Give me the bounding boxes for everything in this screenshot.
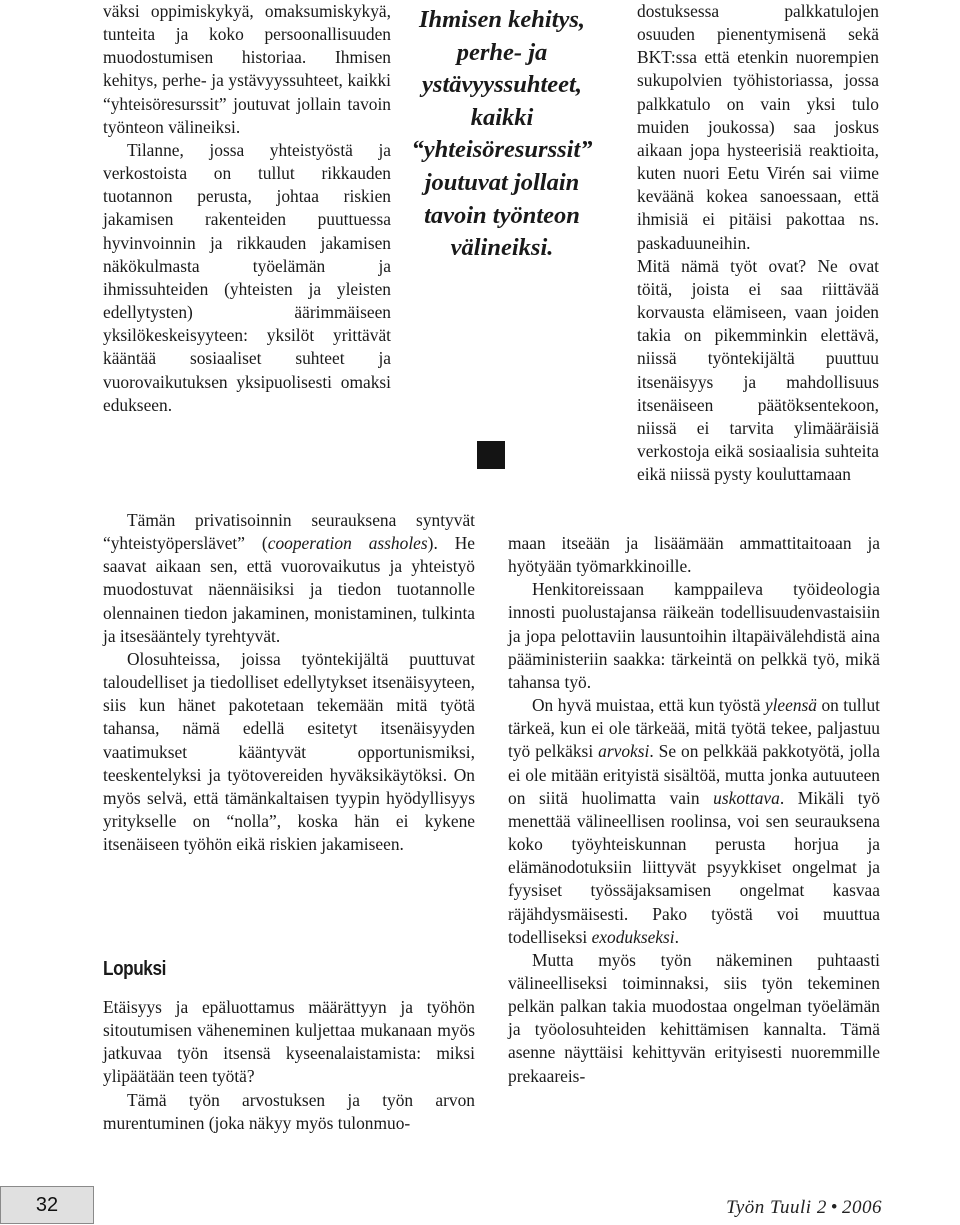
- paragraph-text: on tullut tärkeä, kun ei ole tärkeää, mitä työtä tekee, paljastuu työ pelkäksi: [508, 695, 880, 762]
- running-title: [726, 1197, 882, 1219]
- closing-section: [103, 996, 475, 1135]
- paragraph: Henkitoreissaan kamppaileva työideologia innosti puolustajansa räikeän todellisuudenvastaisiin ja jopa pelottaviin lausuntoihin iltapäivälehdistä aina pääministeriin saakka: tärkeintä on pelkkä työ, mikä tahansa työ.: [508, 579, 880, 692]
- paragraph: Etäisyys ja epäluottamus määrättyyn ja työhön sitoutumisen väheneminen kuljettaa mukanaan myös jatkuvaa työn itsensä kyseenalaistamista: miksi ylipäätään teen työtä?: [103, 997, 475, 1087]
- separator-dot: •: [830, 1197, 838, 1218]
- paragraph: dostuksessa palkkatulojen osuuden pienentymisenä sekä BKT:ssa että etenkin nuorempien sukupolvien työhistoriassa, jossa palkkatulo on vain yksi tulo muiden joukossa) saa joskus aikaan jopa hysteerisiä reaktioita, kuten nuori Eetu Virén sai viime keväänä kokea sanoessaan, että ihmisiä ei pitäisi pakottaa ns. paskaduuneihin.: [637, 1, 879, 253]
- paragraph: Tilanne, jossa yhteistyöstä ja verkostoista on tullut rikkauden tuotannon perusta, johtaa riskien jakamisen rakenteiden puuttuessa hyvinvoinnin ja rikkauden jakamisen näkökulmasta työelämän ja ihmissuhteiden (yhteisten ja yleisten edellytysten) äärimmäiseen yksilökeskeisyyteen: yksilöt yrittävät kääntää sosiaaliset suhteet ja vuorovaikutuksen yksipuolisesti omaksi edukseen.: [103, 139, 391, 415]
- paragraph: Olosuhteissa, joissa työntekijältä puuttuvat taloudelliset ja tiedolliset edellytykset itsenäisyyteen, siis kun hänet pakotetaan tekemään mitä työtä tahansa, nämä edellä esitetyt itsenäisyyden vaatimukset kääntyvät opportunismiksi, teeskentelyksi ja työtovereiden hyväksikäytöksi. On myös selvä, että tämänkaltaisen tyypin hyödyllisyys yritykselle on “nolla”, koska hän ei kykene itsenäiseen työhön eikä riskien jakamiseen.: [103, 648, 475, 855]
- paragraph: väksi oppimiskykyä, omaksumiskykyä, tunteita ja koko persoonallisuuden muodostumisen historiaa. Ihmisen kehitys, perhe- ja ystävyyssuhteet, kaikki “yhteisöresurssit” joutuvat jollain tavoin työnteon välineiksi.: [103, 1, 391, 137]
- section-heading: Lopuksi: [103, 958, 166, 980]
- page-number: 32: [0, 1186, 94, 1224]
- paragraph: maan itseään ja lisäämään ammattitaitoaan ja hyötyään työmarkkinoille.: [508, 533, 880, 577]
- pull-quote: Ihmisen kehitys, perhe- ja ystävyyssuhteet, kaikki “yhteisöresurssit” joutuvat jollain tavoin työnteon välineiksi.: [411, 6, 593, 262]
- paragraph-text: On hyvä muistaa, että kun työstä: [532, 695, 765, 716]
- paragraph-text: . Mikäli työ menettää välineellisen roolinsa, voi sen seurauksena koko työyhteiskunnan perusta horjua ja elämänodotuksiin liittyvät psyykkiset ongelmat ja fyysiset työssäjaksamisen ongelmat kasvaa räjähdysmäisesti. Pako työstä voi muuttua todelliseksi: [508, 787, 880, 947]
- article-column-left-top: [103, 0, 391, 417]
- paragraph-text: ). He saavat aikaan sen, että vuorovaikutus ja yhteistyö muodostuvat näennäisiksi ja tiedon tuotannolle olennainen tiedon jakaminen, monistaminen, tulkinta ja itsesääntely tyrehtyvät.: [103, 533, 476, 646]
- paragraph: Mitä nämä työt ovat? Ne ovat töitä, joista ei saa riittävää korvausta elämiseen, vaan joiden takia on pikemminkin elettävä, niissä työntekijältä puuttuu itsenäisyys ja mahdollisuus itsenäiseen päätöksentekoon, niissä ei tarvita ylimääräisiä verkostoja eikä sosiaalisia suhteita eikä niissä pysty kouluttamaan: [637, 255, 879, 485]
- emphasis-text: exodukseksi: [591, 926, 675, 947]
- issue-year: 2006: [842, 1197, 882, 1218]
- issue-number: 2: [816, 1197, 827, 1218]
- article-column-left-bottom: [103, 509, 475, 856]
- emphasis-text: arvoksi: [598, 741, 650, 762]
- paragraph-text: .: [674, 926, 679, 947]
- emphasis-text: cooperation assholes: [267, 533, 428, 554]
- paragraph: Mutta myös työn näkeminen puhtaasti välineelliseksi toiminnaksi, siis työn tekeminen pelkän palkan takia muodostaa ongelman työelämän ja työolosuhteiden kehittämisen kannalta. Tämä asenne näyttäisi kehittyvän erityisesti nuoremmille prekaareis-: [508, 949, 880, 1086]
- emphasis-text: yleensä: [764, 695, 818, 716]
- paragraph: [103, 509, 475, 648]
- article-column-right-top: [637, 0, 879, 486]
- paragraph-text: Tämän privatisoinnin seurauksena syntyvät “yhteistyöperslävet” (: [103, 510, 475, 554]
- paragraph: [508, 694, 880, 949]
- paragraph-text: . Se on pelkkää pakkotyötä, jolla ei ole mitään erityistä sisältöä, mutta jonka autuuteen on siitä huolimatta vain: [508, 741, 880, 808]
- emphasis-text: uskottava: [713, 787, 780, 808]
- magazine-name: Työn Tuuli: [726, 1197, 812, 1218]
- square-ornament: [477, 441, 505, 469]
- paragraph: Tämä työn arvostuksen ja työn arvon murentuminen (joka näkyy myös tulonmuo-: [103, 1089, 475, 1133]
- article-column-right-bottom: [508, 532, 880, 1088]
